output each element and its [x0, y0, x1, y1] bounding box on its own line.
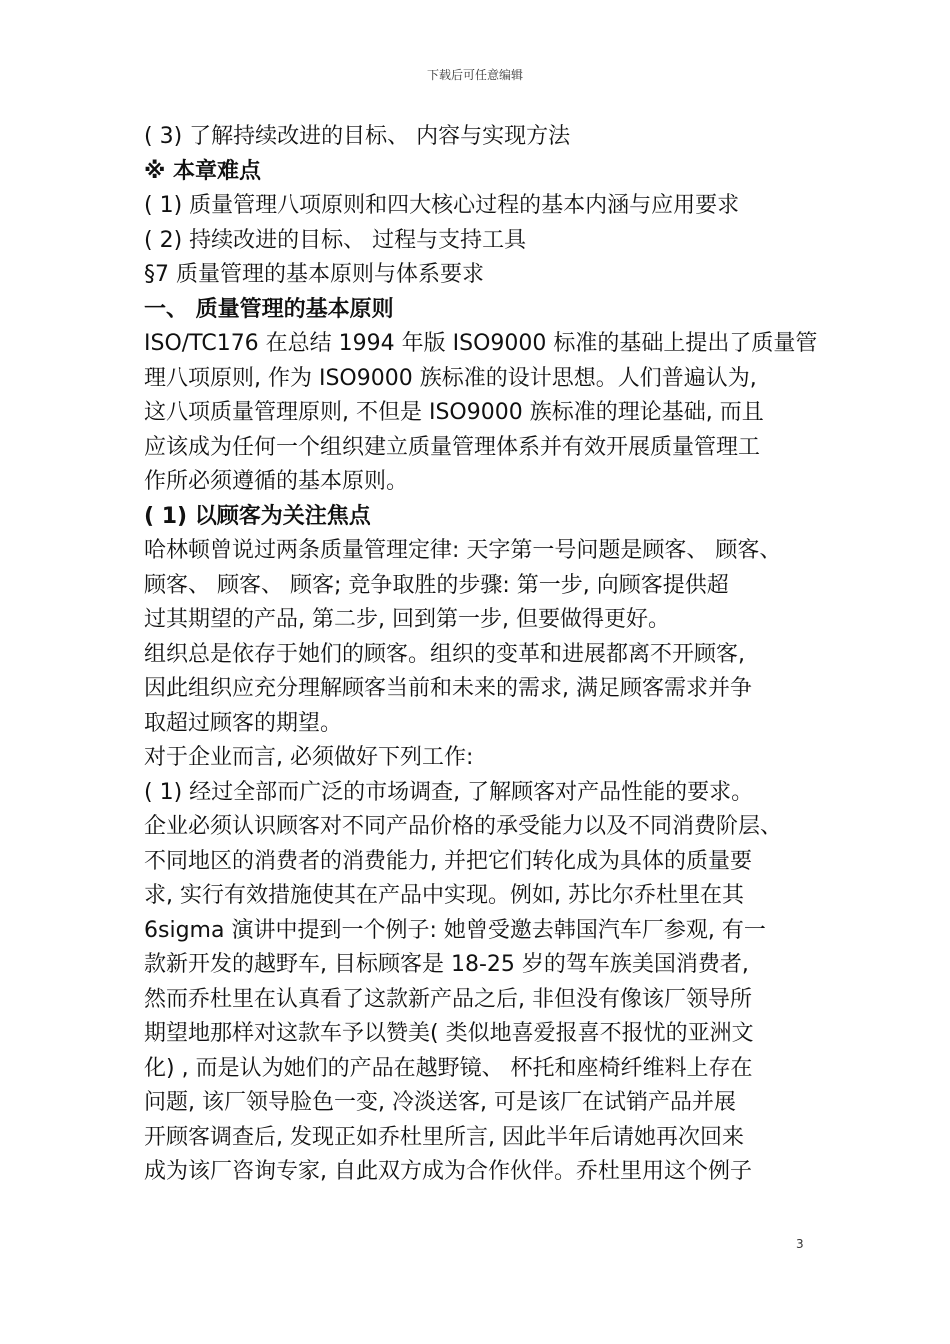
text-line: ( 2) 持续改进的目标、 过程与支持工具: [144, 227, 527, 253]
page-header: 下载后可任意编辑: [426, 68, 523, 82]
text-line: 理八项原则, 作为 ISO9000 族标准的设计思想。人们普遍认为,: [144, 365, 757, 391]
text-line: 作所必须遵循的基本原则。: [144, 469, 409, 494]
text-line: 然而乔杜里在认真看了这款新产品之后, 非但没有像该厂领导所: [144, 986, 752, 1012]
text-line: 企业必须认识顾客对不同产品价格的承受能力以及不同消费阶层、: [144, 814, 783, 839]
text-line: 因此组织应充分理解顾客当前和未来的需求, 满足顾客需求并争: [144, 676, 752, 701]
text-line: ( 1) 经过全部而广泛的市场调查, 了解顾客对产品性能的要求。: [144, 779, 754, 805]
text-line: ISO/TC176 在总结 1994 年版 ISO9000 标准的基础上提出了质量管: [144, 331, 818, 356]
text-line: 6sigma 演讲中提到一个例子: 她曾受邀去韩国汽车厂参观, 有一: [144, 917, 766, 943]
text-line: §7 质量管理的基本原则与体系要求: [144, 262, 484, 287]
document-body: [144, 120, 824, 1190]
text-line: 过其期望的产品, 第二步, 回到第一步, 但要做得更好。: [144, 607, 670, 632]
text-line: 开顾客调查后, 发现正如乔杜里所言, 因此半年后请她再次回来: [144, 1124, 744, 1150]
page-number: 3: [796, 1237, 804, 1251]
text-line: 取超过顾客的期望。: [144, 710, 343, 736]
section-heading-line: ( 1) 以顾客为关注焦点: [144, 503, 371, 529]
text-line: 应该成为任何一个组织建立质量管理体系并有效开展质量管理工: [144, 434, 761, 460]
text-line: 不同地区的消费者的消费能力, 并把它们转化成为具体的质量要: [144, 848, 752, 874]
section-heading-line: ※ 本章难点: [144, 158, 262, 184]
text-line: 对于企业而言, 必须做好下列工作:: [144, 745, 474, 770]
text-line: 期望地那样对这款车予以赞美( 类似地喜爱报喜不报忧的亚洲文: [144, 1021, 754, 1046]
text-line: 哈林顿曾说过两条质量管理定律: 天字第一号问题是顾客、 顾客、: [144, 538, 782, 563]
text-line: 化) , 而是认为她们的产品在越野镜、 杯托和座椅纤维料上存在: [144, 1055, 753, 1081]
section-heading-line: 一、 质量管理的基本原则: [144, 296, 394, 322]
text-line: 组织总是依存于她们的顾客。组织的变革和进展都离不开顾客,: [144, 641, 745, 667]
text-line: 成为该厂咨询专家, 自此双方成为合作伙伴。乔杜里用这个例子: [144, 1159, 752, 1184]
text-line: 这八项质量管理原则, 不但是 ISO9000 族标准的理论基础, 而且: [144, 400, 764, 425]
text-line: ( 1) 质量管理八项原则和四大核心过程的基本内涵与应用要求: [144, 193, 740, 218]
text-line: 顾客、 顾客、 顾客; 竞争取胜的步骤: 第一步, 向顾客提供超: [144, 572, 729, 598]
text-line: 求, 实行有效措施使其在产品中实现。例如, 苏比尔乔杜里在其: [144, 883, 744, 908]
text-line: 问题, 该厂领导脸色一变, 冷淡送客, 可是该厂在试销产品并展: [144, 1090, 736, 1115]
text-line: 款新开发的越野车, 目标顾客是 18-25 岁的驾车族美国消费者,: [144, 952, 749, 977]
text-line: ( 3) 了解持续改进的目标、 内容与实现方法: [144, 124, 571, 149]
